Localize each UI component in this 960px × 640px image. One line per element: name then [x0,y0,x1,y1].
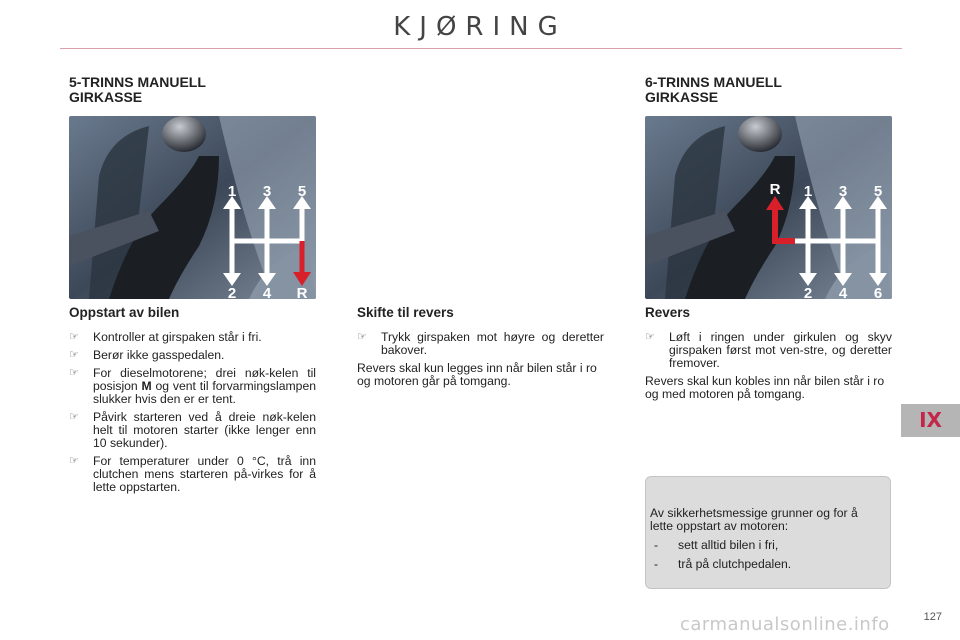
gear-label-1: 1 [227,183,237,200]
left-subheading: Oppstart av bilen [69,305,180,320]
chapter-tab: IX [901,404,960,437]
gear-label-2: 2 [803,285,813,299]
watermark: carmanualsonline.info [680,614,890,635]
list-item [645,331,892,370]
note-item-text: trå på clutchpedalen. [678,557,792,571]
safety-note-box [645,476,891,589]
gear-label-3: 3 [262,183,272,200]
gear-label-4: 4 [262,285,272,299]
middle-content [357,331,604,392]
list-item [650,539,884,552]
gear-label-4: 4 [838,285,848,299]
note-intro: Av sikkerhetsmessige grunner og for å lette oppstart av motoren: [650,506,858,533]
bullet-text: Påvirk starteren ved å dreie nøk-kelen helt til motoren starter (ikke lenger enn 10 sekunder). [93,410,316,450]
bullet-text: For temperaturer under 0 °C, trå inn clutchen mens starteren på-virkes for å lette oppstarten. [93,454,316,494]
pointing-hand-icon: ☞ [357,331,367,343]
right-heading-line2: GIRKASSE [645,89,719,105]
page-title: KJØRING [393,12,567,42]
pointing-hand-icon: ☞ [69,349,79,361]
gear-label-r: R [296,285,308,299]
list-item [69,331,316,344]
middle-subheading: Skifte til revers [357,305,454,320]
gear-label-5: 5 [297,183,307,200]
pointing-hand-icon: ☞ [69,411,79,423]
pointing-hand-icon: ☞ [69,331,79,343]
left-heading-line2: GIRKASSE [69,89,143,105]
bullet-text: Berør ikke gasspedalen. [93,348,225,362]
gear-label-1: 1 [803,183,813,200]
gear-pattern-5-speed [69,116,316,299]
bullet-text: Kontroller at girspaken står i fri. [93,330,262,344]
list-item [69,455,316,494]
list-item [357,331,604,357]
bullet-text: For dieselmotorene; drei nøk-kelen til posisjon [93,366,316,393]
list-item [69,349,316,362]
title-divider [60,48,902,49]
pointing-hand-icon: ☞ [69,367,79,379]
gear-pattern-6-speed [645,116,892,299]
list-item [69,367,316,406]
gearbox-photo-5-speed [69,116,316,299]
dash-marker: - [654,538,659,552]
right-paragraph: Revers skal kun kobles inn når bilen står i ro og med motoren på tomgang. [645,374,885,401]
left-heading-line1: 5-TRINNS MANUELL [69,74,206,90]
gear-label-5: 5 [873,183,883,200]
gearbox-photo-6-speed [645,116,892,299]
right-heading-line1: 6-TRINNS MANUELL [645,74,782,90]
left-bullet-list [69,331,316,499]
bullet-text: og vent til forvarmingslampen slukker hvis den er er tent. [93,379,317,406]
right-subheading: Revers [645,305,691,320]
dash-marker: - [654,557,659,571]
list-item [69,411,316,450]
gear-label-6: 6 [873,285,883,299]
left-section-heading [69,75,206,105]
pointing-hand-icon: ☞ [69,455,79,467]
gear-label-r: R [769,181,781,198]
right-section-heading [645,75,782,105]
key-position-m: M [141,379,152,393]
pointing-hand-icon: ☞ [645,331,655,343]
bullet-text: Trykk girspaken mot høyre og deretter bakover. [381,330,604,357]
gear-label-3: 3 [838,183,848,200]
gear-label-2: 2 [227,285,237,299]
page-number: 127 [923,611,942,623]
bullet-text: Løft i ringen under girkulen og skyv girspaken først mot ven-stre, og deretter fremover. [669,330,892,370]
right-content [645,331,892,405]
list-item [650,558,884,571]
middle-paragraph: Revers skal kun legges inn når bilen står i ro og motoren går på tomgang. [357,361,597,388]
note-item-text: sett alltid bilen i fri, [678,538,779,552]
